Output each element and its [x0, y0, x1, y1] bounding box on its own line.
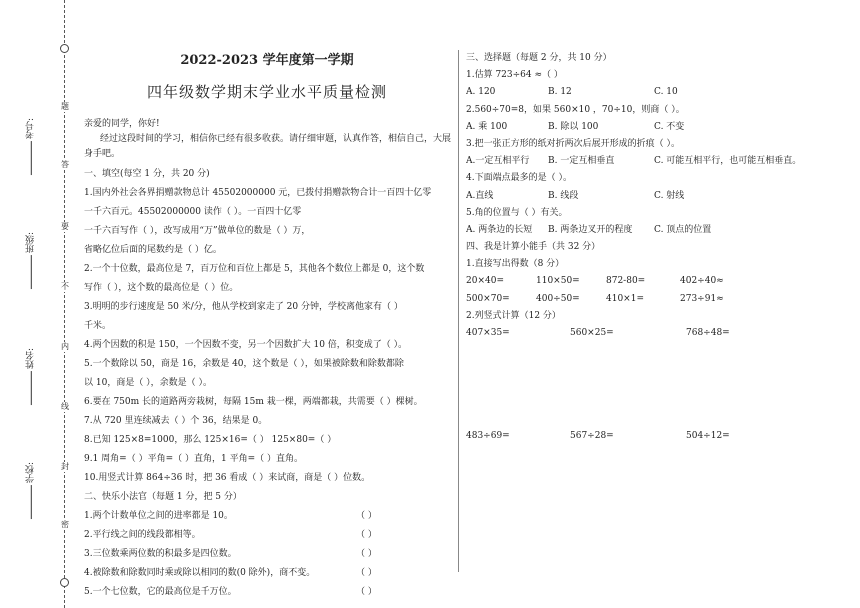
choice-question: 3.把一张正方形的纸对折两次后展开形成的折痕（ ）。 [466, 138, 680, 149]
choice-options [466, 84, 846, 101]
intro-text: 经过这段时间的学习，相信你已经有很多收获。请仔细审题，认真作答，相信自己，大展身手吧。 [84, 134, 452, 160]
oral-calc-item[interactable]: 402÷40≈ [680, 276, 724, 287]
judge-item [84, 526, 454, 545]
judge-blank[interactable]: （ ） [356, 530, 377, 541]
field-label: 考号: [26, 118, 36, 140]
choice-options [466, 222, 846, 239]
section-heading: 四、我是计算小能手（共 32 分） [466, 242, 601, 253]
fill-line: 4.两个因数的积是 150，一个因数不变，另一个因数扩大 10 倍，积变成了（ ）。 [84, 340, 408, 351]
section-heading: 二、快乐小法官（每题 1 分，把 5 分） [84, 492, 242, 503]
judge-item [84, 545, 454, 564]
section-heading: 三、选择题（每题 2 分，共 10 分） [466, 53, 612, 63]
choice-options [466, 153, 846, 170]
judge-text: 1.两个计数单位之间的进率都是 10。 [84, 511, 233, 522]
left-column [80, 50, 454, 602]
judge-blank[interactable]: （ ） [356, 568, 377, 579]
option-a[interactable]: A. 120 [466, 87, 496, 98]
fill-line: 9.1 周角=（ ）平角=（ ）直角，1 平角=（ ）直角。 [84, 454, 303, 465]
fill-line: 1.国内外社会各界捐赠款物总计 45502000000 元，已拨付捐赠款物合计一百四十亿零 [84, 188, 432, 199]
subsection-heading: 1.直接写出得数（8 分） [466, 259, 565, 270]
field-label: 姓名: [26, 348, 36, 370]
binding-char: 封 [61, 462, 69, 471]
option-a[interactable]: A.直线 [466, 190, 494, 201]
binding-char: 内 [61, 342, 69, 351]
option-c[interactable]: C. 射线 [654, 190, 685, 201]
oral-calc-item[interactable]: 872-80= [606, 276, 646, 287]
choice-options [466, 188, 846, 205]
judge-blank[interactable]: （ ） [356, 587, 377, 598]
fill-line: 8.已知 125×8=1000，那么 125×16=（ ） 125×80=（ ） [84, 435, 337, 446]
choice-options [466, 119, 846, 136]
judge-item [84, 507, 454, 526]
fill-line: 5.一个数除以 50，商是 16，余数是 40，这个数是（ ），如果被除数和除数都除 [84, 359, 404, 370]
fill-line: 千米。 [84, 321, 112, 332]
vertical-calc-item[interactable]: 560×25= [570, 328, 614, 338]
oral-calc-row [466, 273, 846, 290]
vertical-calc-row [466, 428, 846, 445]
option-a[interactable]: A. 两条边的长短 [466, 224, 533, 235]
binding-dashed-line [64, 0, 65, 608]
exam-title: 2022-2023 学年度第一学期 [180, 53, 354, 68]
judge-blank[interactable]: （ ） [356, 549, 377, 560]
vertical-calc-item[interactable]: 768÷48= [686, 328, 730, 338]
option-b[interactable]: B. 两条边叉开的程度 [548, 224, 633, 235]
binding-char: 要 [61, 222, 69, 231]
field-exam-number[interactable] [26, 118, 37, 175]
vertical-calc-item[interactable]: 567÷28= [570, 431, 614, 442]
binding-char: 题 [61, 102, 69, 111]
binding-circle-bottom [60, 578, 69, 587]
work-space[interactable] [466, 342, 846, 428]
column-divider [458, 50, 459, 572]
fill-line: 省略亿位后面的尾数约是（ ）亿。 [84, 245, 222, 256]
fill-line: 写作（ ），这个数的最高位是（ ）位。 [84, 283, 239, 294]
choice-question: 1.估算 723÷64 ≈（ ） [466, 70, 563, 81]
vertical-calc-item[interactable]: 483÷69= [466, 431, 510, 442]
fill-line: 7.从 720 里连续减去（ ）个 36，结果是 0。 [84, 416, 268, 427]
choice-question: 5.角的位置与（ ）有关。 [466, 207, 568, 218]
option-a[interactable]: A.一定互相平行 [466, 156, 530, 167]
greeting: 亲爱的同学，你好! [84, 118, 160, 129]
fill-line: 3.明明的步行速度是 50 米/分，他从学校到家走了 20 分钟，学校离他家有（ ） [84, 302, 403, 313]
field-name[interactable] [26, 348, 37, 405]
binding-char: 答 [61, 160, 69, 169]
fill-line: 2.一个十位数，最高位是 7，百万位和百位上都是 5，其他各个数位上都是 0，这个数 [84, 264, 425, 275]
oral-calc-item[interactable]: 20×40= [466, 276, 504, 287]
oral-calc-item[interactable]: 500×70= [466, 293, 510, 304]
binding-char: 密 [61, 520, 69, 529]
oral-calc-item[interactable]: 400÷50= [536, 293, 580, 304]
fill-line: 一千六百元。45502000000 读作（ ）。一百四十亿零 [84, 207, 302, 218]
field-class[interactable] [26, 232, 37, 289]
judge-blank[interactable]: （ ） [356, 511, 377, 522]
option-c[interactable]: C. 顶点的位置 [654, 224, 712, 235]
fill-line: 10.用竖式计算 864÷36 时，把 36 看成（ ）来试商，商是（ ）位数。 [84, 473, 371, 484]
section-heading: 一、填空(每空 1 分，共 20 分) [84, 169, 210, 180]
vertical-calc-row [466, 325, 846, 342]
fill-line: 一千六百写作（ ），改写成用“万”做单位的数是（ ）万， [84, 226, 311, 237]
option-b[interactable]: B. 除以 100 [548, 121, 599, 132]
option-b[interactable]: B. 12 [548, 87, 572, 98]
judge-item [84, 564, 454, 583]
judge-item [84, 583, 454, 602]
judge-text: 3.三位数乘两位数的积最多是四位数。 [84, 549, 237, 560]
choice-question: 4.下面端点最多的是（ ）。 [466, 173, 572, 184]
work-space[interactable] [466, 445, 846, 565]
subsection-heading: 2.列竖式计算（12 分） [466, 310, 561, 321]
option-a[interactable]: A. 乘 100 [466, 121, 508, 132]
oral-calc-item[interactable]: 110×50= [536, 276, 580, 287]
binding-circle-top [60, 44, 69, 53]
option-b[interactable]: B. 线段 [548, 190, 579, 201]
oral-calc-item[interactable]: 410×1= [606, 293, 644, 304]
binding-char: 线 [61, 402, 69, 411]
binding-margin [0, 0, 80, 608]
vertical-calc-item[interactable]: 407×35= [466, 328, 510, 338]
exam-subtitle: 四年级数学期末学业水平质量检测 [146, 82, 387, 101]
choice-question: 2.560÷70=8，如果 560×10 ，70÷10，则商（ ）。 [466, 104, 685, 115]
fill-line: 6.要在 750m 长的道路两旁栽树，每隔 15m 栽一棵，两端都栽，共需要（ ）棵树。 [84, 397, 423, 408]
option-c[interactable]: C. 10 [654, 87, 678, 98]
fill-line: 以 10，商是（ ），余数是（ ）。 [84, 378, 213, 389]
judge-text: 2.平行线之间的线段都相等。 [84, 530, 201, 541]
field-label: 班级: [26, 232, 36, 254]
field-label: 学校: [26, 462, 36, 484]
judge-text: 4.被除数和除数同时乘或除以相同的数(0 除外)，商不变。 [84, 568, 316, 579]
judge-text: 5.一个七位数，它的最高位是千万位。 [84, 587, 237, 598]
field-school[interactable] [26, 462, 37, 519]
option-c[interactable]: C. 不变 [654, 121, 685, 132]
option-c[interactable]: C. 可能互相平行，也可能互相垂直。 [654, 156, 802, 167]
oral-calc-item[interactable]: 273÷91≈ [680, 293, 724, 304]
vertical-calc-item[interactable]: 504÷12= [686, 431, 730, 442]
oral-calc-row [466, 291, 846, 308]
option-b[interactable]: B. 一定互相垂直 [548, 156, 615, 167]
right-column [466, 50, 846, 565]
binding-char: 不 [61, 282, 69, 291]
